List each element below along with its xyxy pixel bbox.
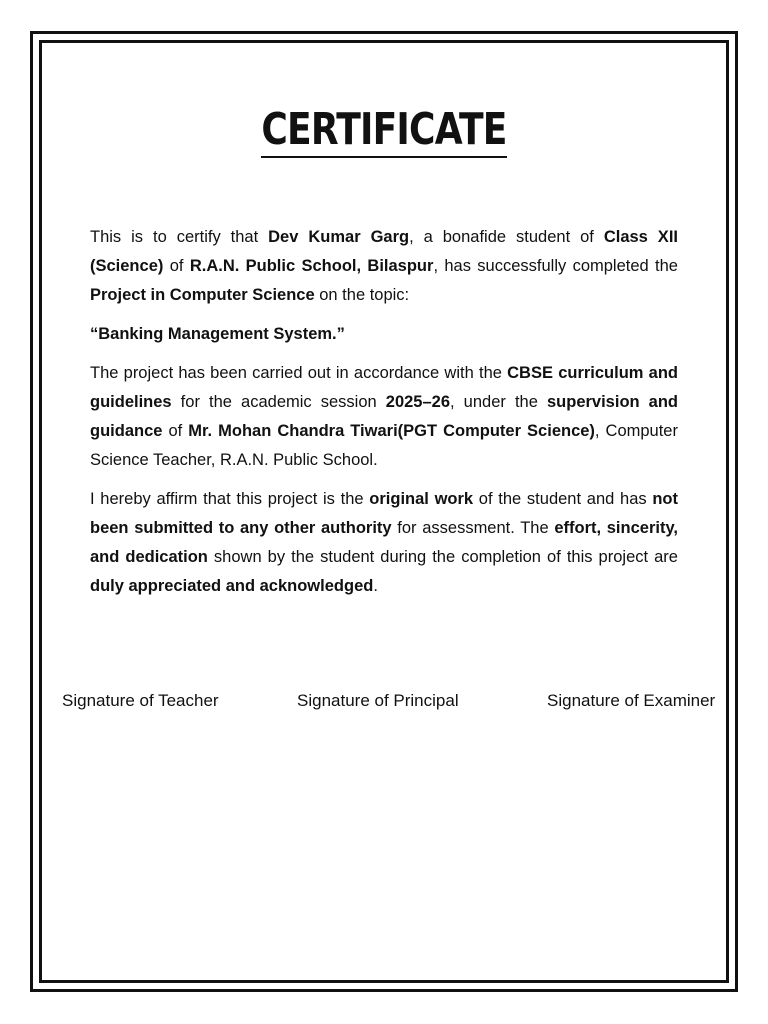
supervision-text-4: of bbox=[162, 422, 189, 440]
original-work: original work bbox=[369, 490, 474, 508]
student-name: Dev Kumar Garg bbox=[268, 228, 410, 246]
intro-text-3: of bbox=[163, 257, 190, 275]
affirm-text-1: I hereby affirm that this project is the bbox=[90, 490, 370, 508]
affirm-text-5: . bbox=[373, 577, 378, 595]
paragraph-intro bbox=[90, 223, 678, 310]
project-topic: “Banking Management System.” bbox=[90, 325, 345, 343]
affirm-text-2: of the student and has bbox=[473, 490, 653, 508]
certificate-title bbox=[69, 100, 699, 160]
academic-session: 2025–26 bbox=[385, 393, 451, 411]
supervision-label: supervision and guidance bbox=[90, 393, 679, 440]
signature-examiner: Signature of Examiner bbox=[547, 691, 716, 710]
signature-row bbox=[0, 688, 768, 718]
certificate-title-text: CERTIFICATE bbox=[261, 104, 506, 158]
supervision-text-2: for the academic session bbox=[171, 393, 386, 411]
intro-text-5: on the topic: bbox=[314, 286, 410, 304]
student-class: Class XII (Science) bbox=[90, 228, 678, 275]
paragraph-topic bbox=[90, 320, 678, 349]
school-name: R.A.N. Public School, Bilaspur bbox=[189, 257, 434, 275]
paragraph-supervision bbox=[90, 359, 678, 475]
intro-text-1: This is to certify that bbox=[90, 228, 269, 246]
paragraph-affirmation bbox=[90, 485, 678, 601]
teacher-name: Mr. Mohan Chandra Tiwari(PGT Computer Science) bbox=[188, 422, 595, 440]
supervision-text-3: , under the bbox=[450, 393, 547, 411]
not-submitted: not been submitted to any other authority bbox=[90, 490, 678, 537]
appreciation: duly appreciated and acknowledged bbox=[90, 577, 374, 595]
intro-text-2: , a bonafide student of bbox=[409, 228, 604, 246]
curriculum: CBSE curriculum and guidelines bbox=[90, 364, 679, 411]
project-name: Project in Computer Science bbox=[90, 286, 315, 304]
signature-principal: Signature of Principal bbox=[297, 691, 459, 710]
supervision-text-1: The project has been carried out in accordance with the bbox=[90, 364, 508, 382]
signature-teacher: Signature of Teacher bbox=[62, 691, 219, 710]
effort-statement: effort, sincerity, and dedication bbox=[90, 519, 678, 566]
intro-text-4: , has successfully completed the bbox=[433, 257, 678, 275]
affirm-text-4: shown by the student during the completion of this project are bbox=[207, 548, 678, 566]
supervision-text-5: , Computer Science Teacher, R.A.N. Public School. bbox=[90, 422, 678, 469]
certificate-body bbox=[90, 223, 678, 611]
affirm-text-3: for assessment. The bbox=[391, 519, 555, 537]
